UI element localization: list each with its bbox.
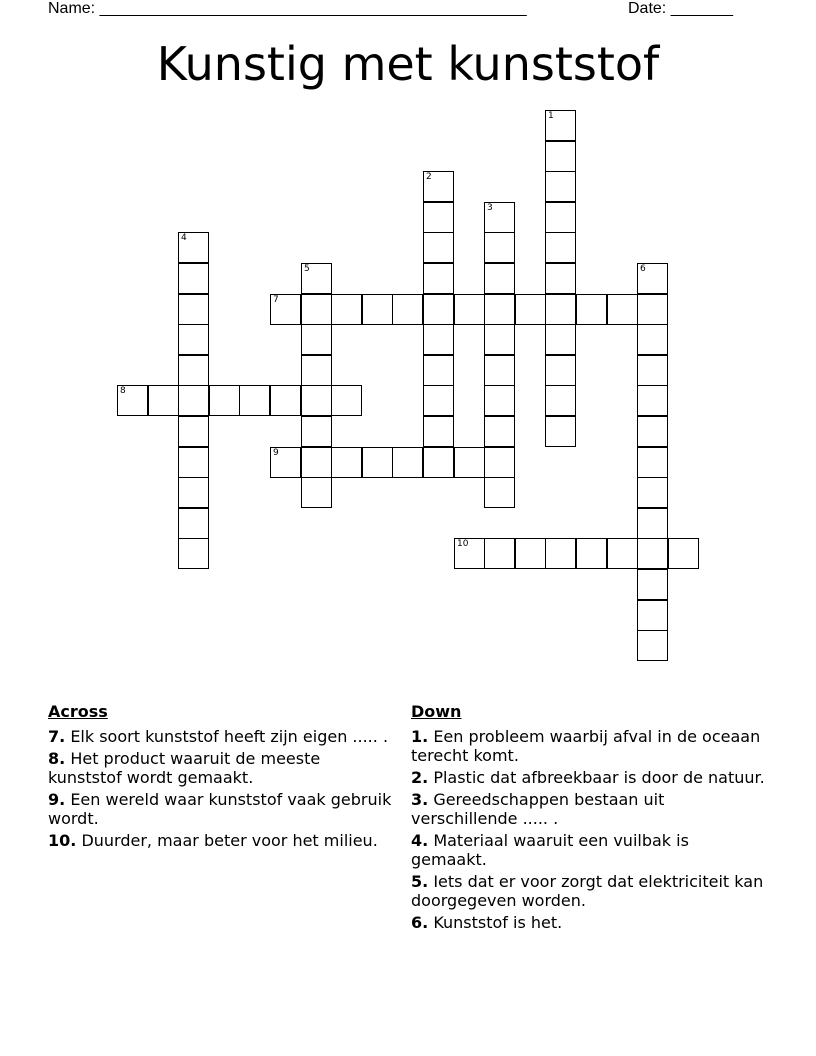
grid-cell[interactable] — [423, 263, 454, 294]
grid-cell[interactable] — [423, 324, 454, 355]
grid-cell[interactable] — [454, 294, 485, 325]
down-heading: Down — [411, 702, 462, 721]
grid-cell[interactable] — [392, 447, 423, 478]
grid-cell[interactable] — [423, 171, 454, 202]
cell-number: 1 — [548, 111, 554, 121]
grid-cell[interactable] — [301, 477, 332, 508]
clue-number: 2. — [411, 768, 429, 787]
grid-cell[interactable] — [484, 324, 515, 355]
grid-cell[interactable] — [515, 538, 546, 569]
grid-cell[interactable] — [178, 232, 209, 263]
grid-cell[interactable] — [545, 171, 576, 202]
grid-cell[interactable] — [178, 538, 209, 569]
grid-cell[interactable] — [545, 416, 576, 447]
clue-number: 10. — [48, 831, 77, 850]
grid-cell[interactable] — [178, 263, 209, 294]
clue-text: Duurder, maar beter voor het milieu. — [81, 831, 378, 850]
grid-cell[interactable] — [607, 294, 638, 325]
grid-cell[interactable] — [637, 324, 668, 355]
grid-cell[interactable] — [331, 447, 362, 478]
clue-number: 9. — [48, 790, 66, 809]
grid-cell[interactable] — [454, 447, 485, 478]
down-clues — [411, 702, 766, 935]
grid-cell[interactable] — [209, 385, 240, 416]
grid-cell[interactable] — [545, 538, 576, 569]
grid-cell[interactable] — [301, 324, 332, 355]
clue-number: 6. — [411, 913, 429, 932]
grid-cell[interactable] — [576, 294, 607, 325]
clue-text: Iets dat er voor zorgt dat elektriciteit kan doorgegeven worden. — [411, 872, 764, 910]
cell-number: 4 — [181, 233, 187, 243]
grid-cell[interactable] — [637, 355, 668, 386]
cell-number: 8 — [120, 386, 126, 396]
cell-number: 7 — [273, 295, 279, 305]
grid-cell[interactable] — [454, 538, 485, 569]
grid-cell[interactable] — [178, 416, 209, 447]
clue-text: Plastic dat afbreekbaar is door de natuur. — [433, 768, 765, 787]
grid-cell[interactable] — [270, 447, 301, 478]
grid-cell[interactable] — [637, 385, 668, 416]
across-heading: Across — [48, 702, 108, 721]
clue-down — [411, 727, 766, 765]
grid-cell[interactable] — [423, 232, 454, 263]
clue-across — [48, 727, 393, 746]
grid-cell[interactable] — [484, 202, 515, 233]
clue-text: Een wereld waar kunststof vaak gebruik wordt. — [48, 790, 392, 828]
grid-cell[interactable] — [392, 294, 423, 325]
grid-cell[interactable] — [423, 355, 454, 386]
grid-cell[interactable] — [484, 355, 515, 386]
grid-cell[interactable] — [362, 294, 393, 325]
grid-cell[interactable] — [178, 294, 209, 325]
grid-cell[interactable] — [545, 263, 576, 294]
grid-cell[interactable] — [576, 538, 607, 569]
grid-cell[interactable] — [637, 447, 668, 478]
grid-cell[interactable] — [362, 447, 393, 478]
cell-number: 5 — [304, 264, 310, 274]
grid-cell[interactable] — [423, 416, 454, 447]
grid-cell[interactable] — [484, 477, 515, 508]
grid-cell[interactable] — [178, 324, 209, 355]
grid-cell[interactable] — [545, 324, 576, 355]
grid-cell[interactable] — [637, 416, 668, 447]
grid-cell[interactable] — [637, 569, 668, 600]
across-clues — [48, 702, 393, 853]
clue-down — [411, 768, 766, 787]
grid-cell[interactable] — [423, 385, 454, 416]
grid-cell[interactable] — [423, 202, 454, 233]
grid-cell[interactable] — [178, 477, 209, 508]
clue-number: 4. — [411, 831, 429, 850]
grid-cell[interactable] — [178, 447, 209, 478]
grid-cell[interactable] — [301, 385, 332, 416]
grid-cell[interactable] — [423, 294, 454, 325]
grid-cell[interactable] — [239, 385, 270, 416]
grid-cell[interactable] — [637, 600, 668, 631]
grid-cell[interactable] — [301, 447, 332, 478]
cell-number: 2 — [426, 172, 432, 182]
grid-cell[interactable] — [178, 508, 209, 539]
clue-text: Kunststof is het. — [433, 913, 563, 932]
clue-number: 3. — [411, 790, 429, 809]
grid-cell[interactable] — [484, 447, 515, 478]
grid-cell[interactable] — [301, 294, 332, 325]
grid-cell[interactable] — [484, 263, 515, 294]
grid-cell[interactable] — [178, 355, 209, 386]
clue-text: Elk soort kunststof heeft zijn eigen ..... . — [70, 727, 389, 746]
grid-cell[interactable] — [484, 385, 515, 416]
date-field-label[interactable]: Date: _______ — [628, 0, 733, 17]
grid-cell[interactable] — [545, 141, 576, 172]
name-field-label[interactable]: Name: ________________________________________________ — [48, 0, 527, 17]
cell-number: 6 — [640, 264, 646, 274]
grid-cell[interactable] — [637, 477, 668, 508]
grid-cell[interactable] — [484, 538, 515, 569]
grid-cell[interactable] — [515, 294, 546, 325]
grid-cell[interactable] — [331, 385, 362, 416]
grid-cell[interactable] — [484, 294, 515, 325]
grid-cell[interactable] — [301, 263, 332, 294]
clue-text: Het product waaruit de meeste kunststof wordt gemaakt. — [48, 749, 321, 787]
grid-cell[interactable] — [117, 385, 148, 416]
clue-down — [411, 790, 766, 828]
grid-cell[interactable] — [637, 263, 668, 294]
clue-number: 1. — [411, 727, 429, 746]
clue-down — [411, 872, 766, 910]
grid-cell[interactable] — [607, 538, 638, 569]
grid-cell[interactable] — [270, 385, 301, 416]
grid-cell[interactable] — [545, 110, 576, 141]
clue-down — [411, 913, 766, 932]
grid-cell[interactable] — [423, 447, 454, 478]
cell-number: 3 — [487, 203, 493, 213]
grid-cell[interactable] — [545, 385, 576, 416]
puzzle-title: Kunstig met kunststof — [156, 37, 660, 91]
grid-cell[interactable] — [178, 385, 209, 416]
grid-cell[interactable] — [545, 355, 576, 386]
grid-cell[interactable] — [637, 508, 668, 539]
cell-number: 10 — [457, 539, 469, 549]
cell-number: 9 — [273, 448, 279, 458]
grid-cell[interactable] — [637, 294, 668, 325]
grid-cell[interactable] — [545, 232, 576, 263]
grid-cell[interactable] — [331, 294, 362, 325]
grid-cell[interactable] — [301, 355, 332, 386]
clue-number: 5. — [411, 872, 429, 891]
grid-cell[interactable] — [270, 294, 301, 325]
grid-cell[interactable] — [545, 294, 576, 325]
grid-cell[interactable] — [148, 385, 179, 416]
grid-cell[interactable] — [545, 202, 576, 233]
grid-cell[interactable] — [637, 630, 668, 661]
grid-cell[interactable] — [301, 416, 332, 447]
clue-across — [48, 831, 393, 850]
clue-down — [411, 831, 766, 869]
clue-text: Een probleem waarbij afval in de oceaan terecht komt. — [411, 727, 761, 765]
grid-cell[interactable] — [484, 416, 515, 447]
grid-cell[interactable] — [484, 232, 515, 263]
clue-across — [48, 749, 393, 787]
grid-cell[interactable] — [637, 538, 668, 569]
clue-number: 8. — [48, 749, 66, 768]
clue-number: 7. — [48, 727, 66, 746]
grid-cell[interactable] — [668, 538, 699, 569]
clue-text: Gereedschappen bestaan uit verschillende ..... . — [411, 790, 665, 828]
clue-text: Materiaal waaruit een vuilbak is gemaakt. — [411, 831, 689, 869]
clue-across — [48, 790, 393, 828]
